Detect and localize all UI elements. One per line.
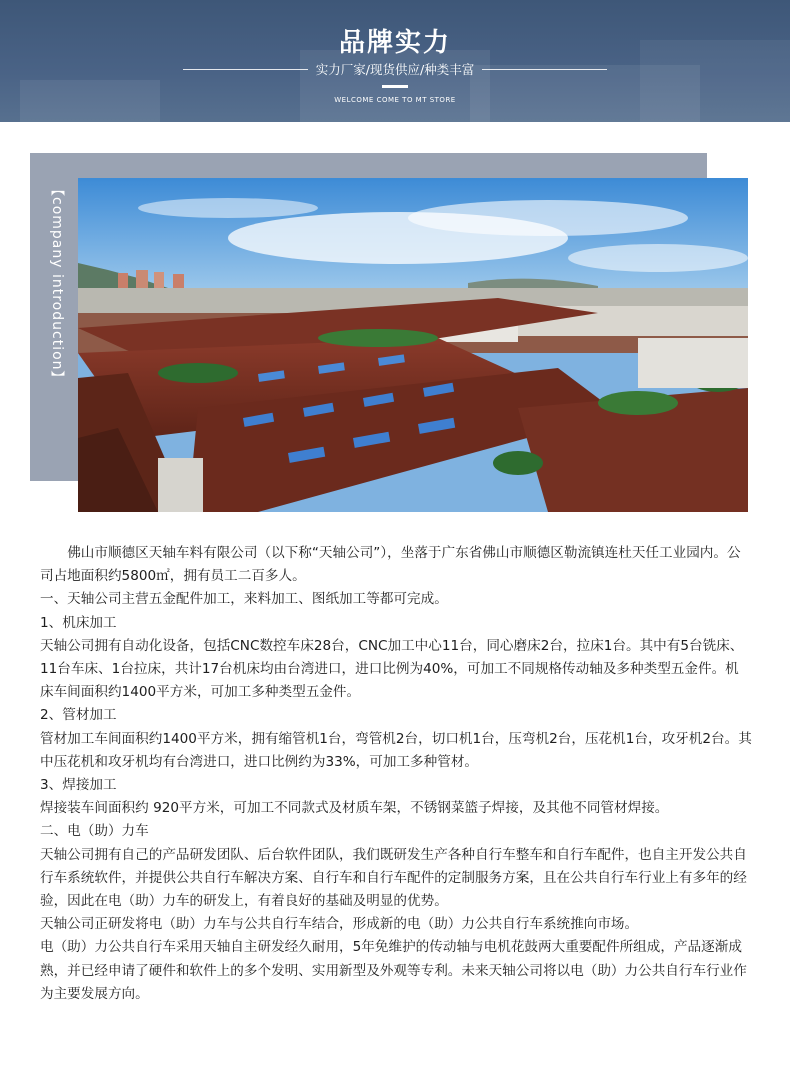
- paragraph: 天轴公司拥有自己的产品研发团队、后台软件团队，我们既研发生产各种自行车整车和自行车配件，也自主开发公共自行车系统软件，并提供公共自行车解决方案、自行车和自行车配件的定制服务方案，且在公共自行车行业上有多年的经验，因此在电（助）力车的研发上，有着良好的基础及明显的优势。: [40, 846, 747, 910]
- company-introduction-text: [40, 542, 752, 1006]
- subtitle-row: [0, 60, 790, 78]
- header-banner: [0, 0, 790, 122]
- factory-aerial-photo-icon: [78, 178, 748, 512]
- intro-paragraph: 佛山市顺德区天轴车料有限公司（以下称“天轴公司”），坐落于广东省佛山市顺德区勒流镇连杜天任工业园内。公司占地面积约5800㎡，拥有员工二百多人。: [40, 545, 741, 585]
- section-heading: 二、电（助）力车: [40, 823, 149, 840]
- paragraph: 天轴公司拥有自动化设备，包括CNC数控车床28台，CNC加工中心11台，同心磨床2台，拉床1台。其中有5台铣床、11台车床、1台拉床，共计17台机床均由台湾进口，进口比例为40%，可加工不同规格传动轴及多种类型五金件。机床车间面积约1400平方米，可加工多种类型五金件。: [40, 637, 744, 701]
- welcome-text: WELCOME COME TO MT STORE: [334, 96, 456, 104]
- subtitle-divider-left: [183, 69, 308, 70]
- company-introduction-label: 【company introduction】: [49, 182, 65, 386]
- paragraph: 焊接装车间面积约 920平方米，可加工不同款式及材质车架，不锈钢菜篮子焊接，及其他不同管材焊接。: [40, 800, 669, 817]
- subsection-heading: 2、管材加工: [40, 707, 117, 724]
- subtitle-divider-right: [482, 69, 607, 70]
- subsection-heading: 1、机床加工: [40, 614, 117, 631]
- page-title: 品牌实力: [338, 28, 451, 58]
- paragraph: 天轴公司正研发将电（助）力车与公共自行车结合，形成新的电（助）力公共自行车系统推向市场。: [40, 916, 639, 933]
- title-accent-bar: [382, 85, 408, 88]
- subsection-heading: 3、焊接加工: [40, 777, 117, 794]
- page-subtitle: 实力厂家/现货供应/种类丰富: [315, 62, 475, 77]
- paragraph: 电（助）力公共自行车采用天轴自主研发经久耐用，5年免维护的传动轴与电机花鼓两大重要配件所组成，产品逐渐成熟，并已经申请了硬件和软件上的多个发明、实用新型及外观等专利。未来天轴公司将以电（助）力公共自行车行业作为主要发展方向。: [40, 939, 747, 1002]
- paragraph: 管材加工车间面积约1400平方米，拥有缩管机1台，弯管机2台，切口机1台，压弯机2台，压花机1台，攻牙机2台。其中压花机和攻牙机均有台湾进口，进口比例约为33%，可加工多种管材。: [40, 730, 752, 770]
- section-heading: 一、天轴公司主营五金配件加工，来料加工、图纸加工等都可完成。: [40, 591, 448, 608]
- factory-aerial-photo: [78, 178, 748, 512]
